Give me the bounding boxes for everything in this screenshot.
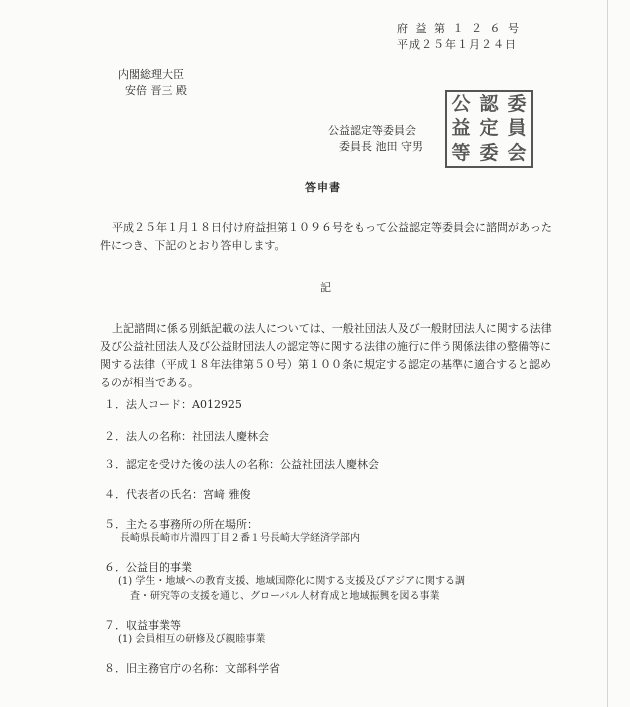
- item-corporate-code: １．法人コード：A012925: [104, 398, 242, 411]
- item-new-name: ３．認定を受けた後の法人の名称：公益社団法人慶林会: [104, 458, 379, 471]
- ki-heading: 記: [320, 281, 331, 294]
- scan-edge: [607, 0, 608, 707]
- item-profit-business: ７．収益事業等: [104, 619, 181, 632]
- item-former-authority: ８．旧主務官庁の名称：文部科学省: [104, 662, 280, 675]
- item-public-interest-detail-2: 査・研究等の支援を通じ、グローバル人材育成と地域振興を図る事業: [130, 591, 440, 602]
- seal-char: 認: [479, 92, 499, 115]
- seal-char: 委: [507, 92, 527, 115]
- seal-char: 公: [451, 92, 471, 115]
- document-number: 府 益 第 １ ２ ６ 号: [397, 22, 521, 35]
- item-office-location: ５．主たる事務所の所在場所：: [104, 518, 258, 531]
- seal-char: 等: [451, 142, 471, 165]
- recipient-name: 安倍 晋三 殿: [125, 84, 187, 97]
- recipient-title: 内閣総理大臣: [118, 68, 184, 81]
- official-seal: [445, 90, 533, 168]
- seal-char: 会: [507, 142, 527, 165]
- item-corporate-name: ２．法人の名称：社団法人慶林会: [104, 430, 269, 443]
- seal-char: 委: [479, 142, 499, 165]
- sender-name: 委員長 池田 守男: [339, 140, 423, 153]
- item-public-interest-business: ６．公益目的事業: [104, 561, 192, 574]
- item-public-interest-detail-1: (1) 学生・地域への教育支援、地域国際化に関する支援及びアジアに関する調: [118, 576, 465, 587]
- item-profit-business-detail: (1) 会員相互の研修及び親睦事業: [118, 634, 266, 645]
- intro-paragraph: 平成２５年１月１８日付け府益担第１０９６号をもって公益認定等委員会に諮問があった件につき、下記のとおり答申します。: [100, 221, 552, 252]
- seal-char: 員: [507, 117, 527, 140]
- seal-char: 益: [451, 117, 471, 140]
- seal-char: 定: [479, 117, 499, 140]
- sender-organization: 公益認定等委員会: [328, 124, 416, 137]
- item-representative: ４．代表者の氏名：宮﨑 雅俊: [104, 488, 251, 501]
- document-title: 答申書: [305, 181, 341, 194]
- document-date: 平成２５年１月２４日: [397, 38, 517, 51]
- item-office-address: 長崎県長崎市片淵四丁目２番１号長崎大学経済学部内: [120, 533, 360, 544]
- body-paragraph: 上記諮問に係る別紙記載の法人については、一般社団法人及び一般財団法人に関する法律及び公益社団法人及び公益財団法人の認定等に関する法律の施行に伴う関係法律の整備等に関する法律（平成１８年法律第５０号）第１００条に規定する認定の基準に適合すると認めるのが相当である。: [100, 322, 552, 389]
